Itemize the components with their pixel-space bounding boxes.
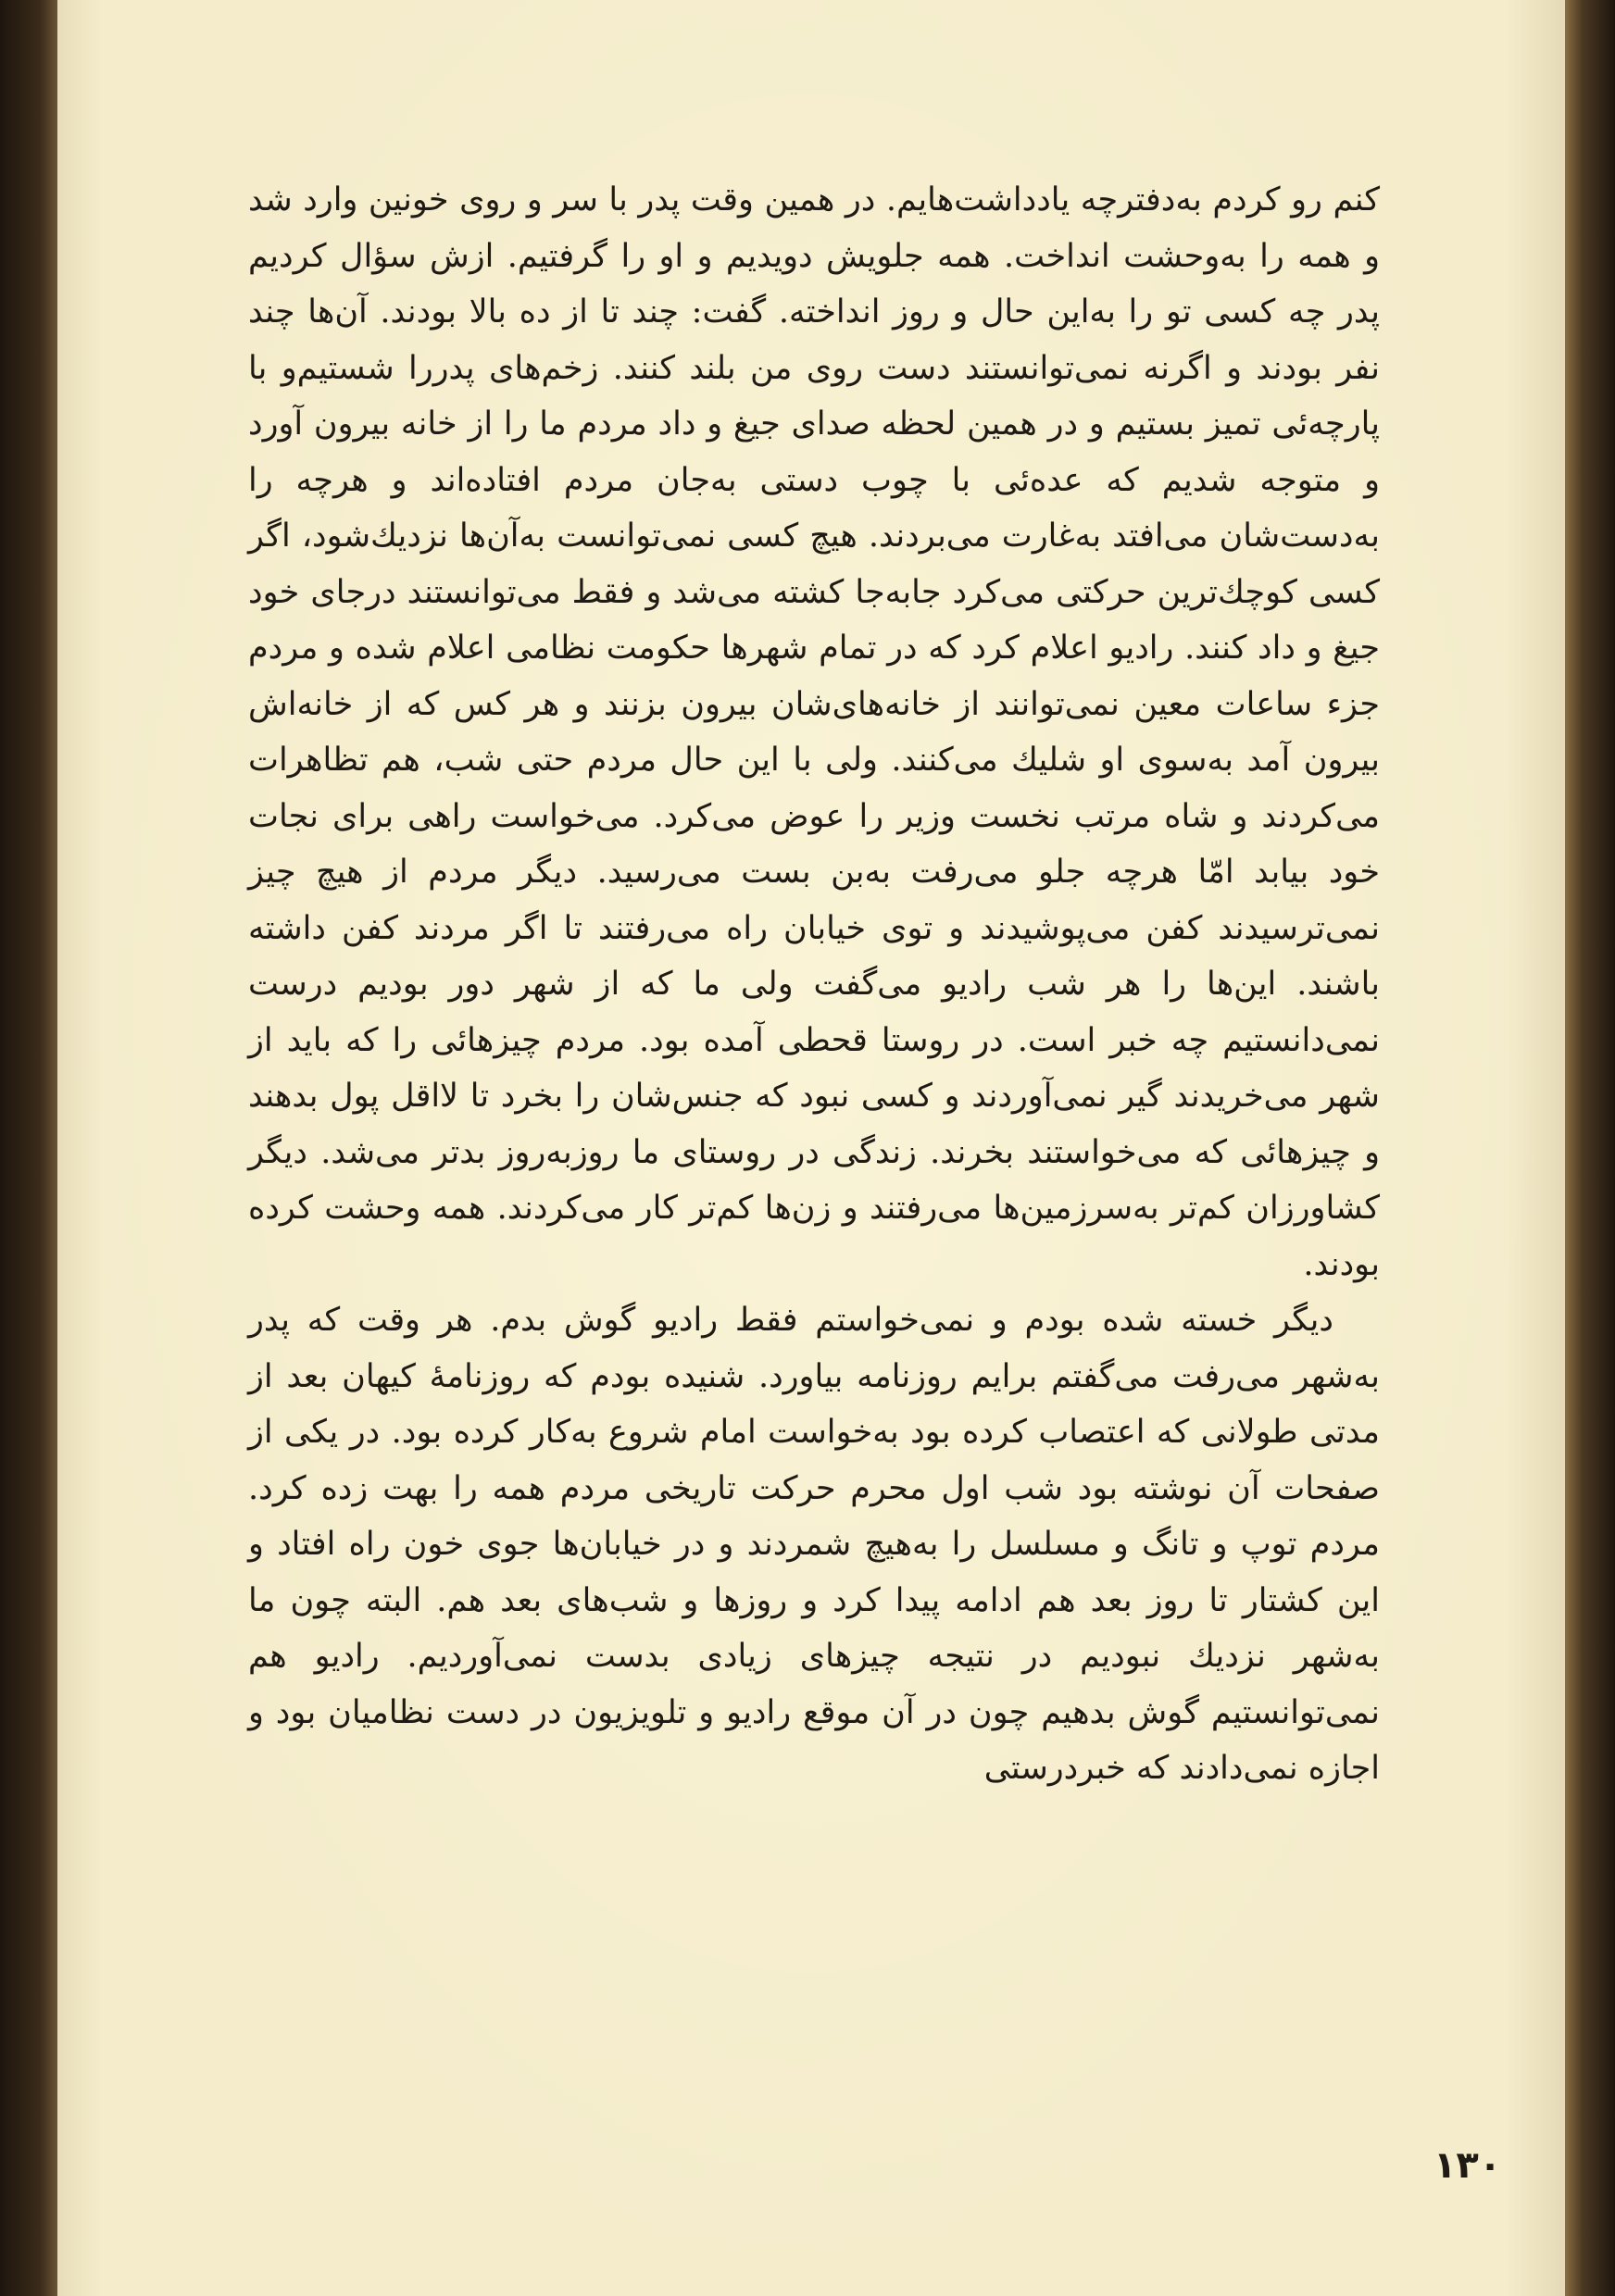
scan-left-border xyxy=(0,0,57,2296)
scan-right-border xyxy=(1565,0,1615,2296)
body-text xyxy=(248,172,1380,1797)
paragraph-1: کنم رو کردم به‌دفترچه یادداشت‌هایم. در همین وقت پدر با سر و روی خونین وارد شد و همه را به‌وحشت انداخت. همه جلویش دویدیم و او را گرفتیم. ازش سؤال کردیم پدر چه کسی تو را به‌این حال و روز انداخته. گفت: چند تا از ده بالا بودند. آن‌ها چند نفر بودند و اگرنه نمی‌توانستند دست روی من بلند کنند. زخم‌های پدررا شستیم‌و با پارچه‌ئی تمیز بستیم و در همین لحظه صدای جیغ و داد مردم ما را از خانه بیرون آورد و متوجه شدیم که عده‌ئی با چوب دستی به‌جان مردم افتاده‌اند و هرچه را به‌دست‌شان می‌افتد به‌غارت می‌بردند. هیچ کسی نمی‌توانست به‌آن‌ها نزدیك‌شود، اگر کسی کوچك‌ترین حرکتی می‌کرد جابه‌جا کشته می‌شد و فقط می‌توانستند درجای خود جیغ و داد کنند. رادیو اعلام کرد که در تمام شهرها حکومت نظامی اعلام شده و مردم جزء ساعات معین نمی‌توانند از خانه‌های‌شان بیرون بزنند و هر کس که از خانه‌اش بیرون آمد به‌سوی او شلیك می‌کنند. ولی با این حال مردم حتی شب، هم تظاهرات می‌کردند و شاه مرتب نخست وزیر را عوض می‌کرد. می‌خواست راهی برای نجات خود بیابد امّا هرچه جلو می‌رفت به‌بن بست می‌رسید. دیگر مردم از هیچ چیز نمی‌ترسیدند کفن می‌پوشیدند و توی خیابان راه می‌رفتند تا اگر مردند کفن داشته باشند. این‌ها را هر شب رادیو می‌گفت ولی ما که از شهر دور بودیم درست نمی‌دانستیم چه خبر است. در روستا قحطی آمده بود. مردم چیزهائی را که باید از شهر می‌خریدند گیر نمی‌آوردند و کسی نبود که جنس‌شان را بخرد تا لااقل پول بدهند و چیزهائی که می‌خواستند بخرند. زندگی در روستای ما روزبه‌روز بدتر می‌شد. دیگر کشاورزان کم‌تر به‌سرزمین‌ها می‌رفتند و زن‌ها کم‌تر کار می‌کردند. همه وحشت کرده بودند. xyxy=(248,181,1380,1283)
paragraph-2: دیگر خسته شده بودم و نمی‌خواستم فقط رادیو گوش بدم. هر وقت که پدر به‌شهر می‌رفت می‌گفتم برایم روزنامه بیاورد. شنیده بودم که روزنامهٔ کیهان بعد از مدتی طولانی که اعتصاب کرده بود به‌خواست امام شروع به‌کار کرده بود. در یکی از صفحات آن نوشته بود شب اول محرم حرکت تاریخی مردم همه را بهت زده کرد. مردم توپ و تانگ و مسلسل را به‌هیچ شمردند و در خیابان‌ها جوی خون راه افتاد و این کشتار تا روز بعد هم ادامه پیدا کرد و روزها و شب‌های بعد هم. البته چون ما به‌شهر نزدیك نبودیم در نتیجه چیزهای زیادی بدست نمی‌آوردیم. رادیو هم نمی‌توانستیم گوش بدهیم چون در آن موقع رادیو و تلویزیون در دست نظامیان بود و اجازه نمی‌دادند که خبردرستی xyxy=(248,1302,1380,1787)
page-number: ۱۳۰ xyxy=(1433,2144,1502,2187)
